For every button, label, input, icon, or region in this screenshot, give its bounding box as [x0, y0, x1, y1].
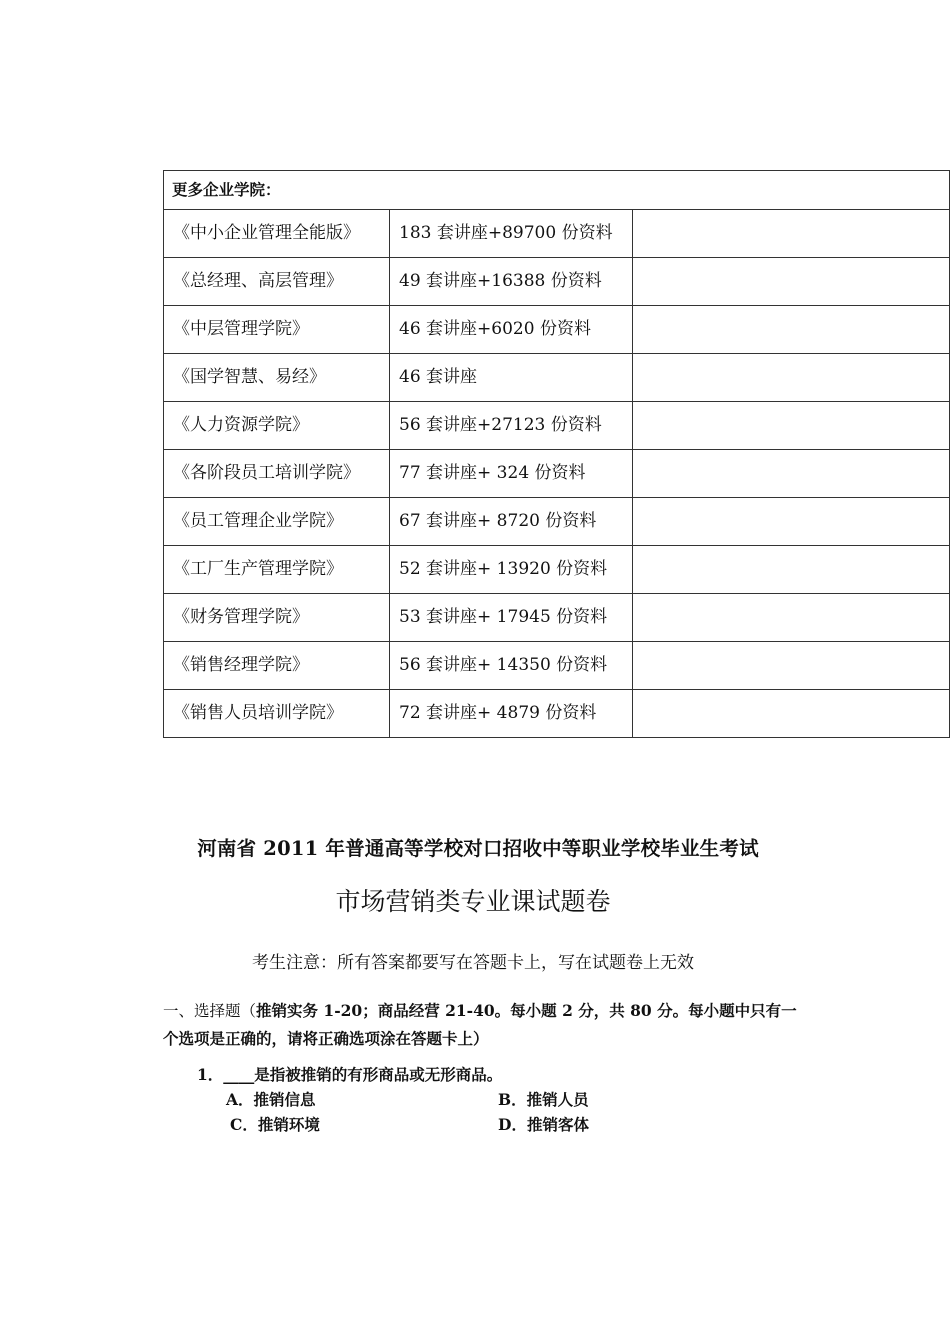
table-row: [164, 306, 950, 354]
college-content: 52 套讲座+ 13920 份资料: [390, 546, 633, 594]
option-d: D．推销客体: [498, 1115, 589, 1134]
table-row: [164, 690, 950, 738]
course-catalog-table: [163, 170, 950, 738]
table-row: [164, 402, 950, 450]
college-name: 《总经理、高层管理》: [164, 258, 390, 306]
option-a: A．推销信息: [226, 1090, 316, 1109]
option-c: C．推销环境: [230, 1115, 320, 1134]
empty-cell: [633, 354, 950, 402]
section-heading-instructions: 推销实务 1-20；商品经营 21-40。每小题 2 分，共 80 分。每小题中只有一个选项是正确的，请将正确选项涂在答题卡上）: [163, 1001, 797, 1048]
college-content: 77 套讲座+ 324 份资料: [390, 450, 633, 498]
table-row: [164, 546, 950, 594]
empty-cell: [633, 546, 950, 594]
empty-cell: [633, 402, 950, 450]
college-content: 67 套讲座+ 8720 份资料: [390, 498, 633, 546]
table-row: [164, 642, 950, 690]
table-row: [164, 594, 950, 642]
college-name: 《财务管理学院》: [164, 594, 390, 642]
college-name: 《各阶段员工培训学院》: [164, 450, 390, 498]
table-row: [164, 450, 950, 498]
college-name: 《销售人员培训学院》: [164, 690, 390, 738]
college-name: 《人力资源学院》: [164, 402, 390, 450]
table-row: [164, 258, 950, 306]
empty-cell: [633, 258, 950, 306]
empty-cell: [633, 498, 950, 546]
college-name: 《销售经理学院》: [164, 642, 390, 690]
empty-cell: [633, 450, 950, 498]
question-1: 1．____是指被推销的有形商品或无形商品。: [197, 1065, 503, 1084]
college-content: 56 套讲座+27123 份资料: [390, 402, 633, 450]
college-name: 《中层管理学院》: [164, 306, 390, 354]
candidate-notice: 考生注意：所有答案都要写在答题卡上，写在试题卷上无效: [252, 953, 694, 973]
catalog-header: 更多企业学院：: [164, 171, 950, 210]
empty-cell: [633, 210, 950, 258]
college-name: 《工厂生产管理学院》: [164, 546, 390, 594]
college-name: 《员工管理企业学院》: [164, 498, 390, 546]
table-row: [164, 354, 950, 402]
table-row: [164, 210, 950, 258]
college-content: 72 套讲座+ 4879 份资料: [390, 690, 633, 738]
college-name: 《国学智慧、易经》: [164, 354, 390, 402]
option-b: B．推销人员: [498, 1090, 589, 1109]
empty-cell: [633, 306, 950, 354]
college-content: 56 套讲座+ 14350 份资料: [390, 642, 633, 690]
catalog-header-row: [164, 171, 950, 210]
section-heading: [163, 997, 803, 1053]
college-content: 46 套讲座+6020 份资料: [390, 306, 633, 354]
empty-cell: [633, 690, 950, 738]
college-content: 183 套讲座+89700 份资料: [390, 210, 633, 258]
empty-cell: [633, 594, 950, 642]
section-heading-prefix: 一、选择题（: [163, 1002, 257, 1020]
exam-subtitle: 市场营销类专业课试题卷: [335, 887, 611, 916]
table-row: [164, 498, 950, 546]
college-name: 《中小企业管理全能版》: [164, 210, 390, 258]
empty-cell: [633, 642, 950, 690]
exam-title: 河南省 2011 年普通高等学校对口招收中等职业学校毕业生考试: [197, 837, 759, 860]
college-content: 49 套讲座+16388 份资料: [390, 258, 633, 306]
college-content: 53 套讲座+ 17945 份资料: [390, 594, 633, 642]
college-content: 46 套讲座: [390, 354, 633, 402]
